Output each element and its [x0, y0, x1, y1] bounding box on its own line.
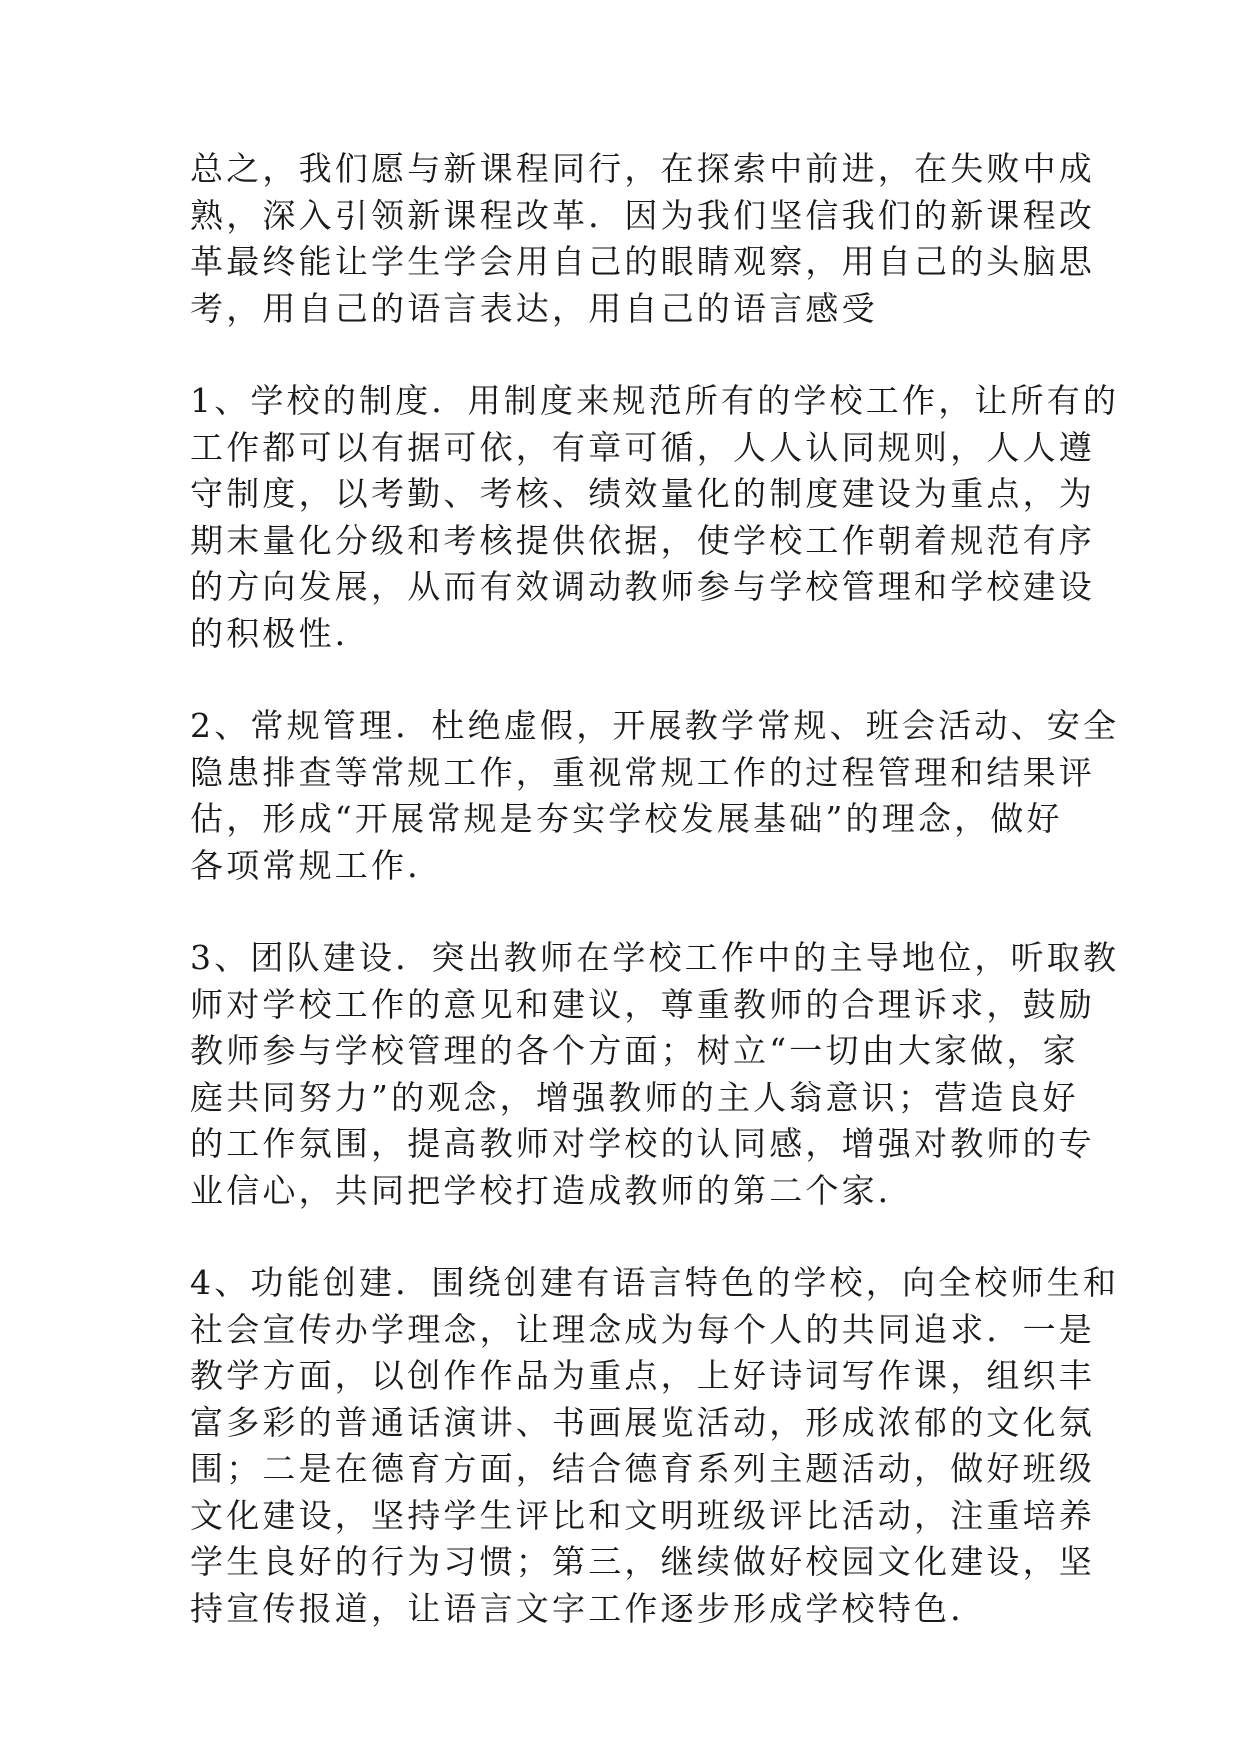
text-line: 考，用自己的语言表达，用自己的语言感受: [190, 288, 878, 328]
paragraph-routine-management: [190, 703, 1120, 889]
text-line: 期末量化分级和考核提供依据，使学校工作朝着规范有序: [190, 520, 1095, 560]
text-line: 文化建设，坚持学生评比和文明班级评比活动，注重培养: [190, 1495, 1095, 1535]
text-line: 社会宣传办学理念，让理念成为每个人的共同追求．一是: [190, 1309, 1095, 1349]
text-line: 学生良好的行为习惯；第三，继续做好校园文化建设，坚: [190, 1542, 1095, 1581]
text-line: 业信心，共同把学校打造成教师的第二个家．: [190, 1170, 914, 1210]
text-line: 总之，我们愿与新课程同行，在探索中前进，在失败中成: [190, 149, 1095, 188]
text-line: 熟，深入引领新课程改革．因为我们坚信我们的新课程改: [190, 195, 1095, 235]
paragraph-function-creation: [190, 1260, 1120, 1632]
text-line: 各项常规工作．: [190, 845, 444, 885]
text-line: 的工作氛围，提高教师对学校的认同感，增强对教师的专: [190, 1124, 1095, 1163]
text-line: 2、常规管理．杜绝虚假，开展教学常规、班会活动、安全: [190, 706, 1120, 745]
text-line: 师对学校工作的意见和建议，尊重教师的合理诉求，鼓励: [190, 984, 1095, 1024]
text-line: 估，形成“开展常规是夯实学校发展基础”的理念，做好: [190, 799, 1063, 838]
text-line: 的方向发展，从而有效调动教师参与学校管理和学校建设: [190, 567, 1095, 606]
text-line: 1、学校的制度．用制度来规范所有的学校工作，让所有的: [190, 381, 1120, 420]
text-line: 革最终能让学生学会用自己的眼睛观察，用自己的头脑思: [190, 242, 1095, 281]
text-line: 工作都可以有据可依，有章可循，人人认同规则，人人遵: [190, 427, 1095, 467]
text-line: 4、功能创建．围绕创建有语言特色的学校，向全校师生和: [190, 1263, 1120, 1302]
paragraph-team-building: [190, 935, 1120, 1214]
text-line: 富多彩的普通话演讲、书画展览活动，形成浓郁的文化氛: [190, 1402, 1095, 1442]
text-line: 的积极性．: [190, 613, 371, 653]
text-line: 围；二是在德育方面，结合德育系列主题活动，做好班级: [190, 1449, 1095, 1488]
text-line: 教学方面，以创作作品为重点，上好诗词写作课，组织丰: [190, 1356, 1095, 1395]
text-line: 教师参与学校管理的各个方面；树立“一切由大家做，家: [190, 1031, 1079, 1070]
paragraph-school-system: [190, 378, 1120, 657]
text-line: 3、团队建设．突出教师在学校工作中的主导地位，听取教: [190, 938, 1120, 977]
text-line: 隐患排查等常规工作，重视常规工作的过程管理和结果评: [190, 752, 1095, 792]
paragraph-summary: [190, 146, 1095, 332]
text-line: 守制度，以考勤、考核、绩效量化的制度建设为重点，为: [190, 474, 1095, 513]
text-line: 庭共同努力”的观念，增强教师的主人翁意识；营造良好: [190, 1077, 1079, 1117]
document-page: [190, 146, 1120, 1678]
text-line: 持宣传报道，让语言文字工作逐步形成学校特色．: [190, 1588, 987, 1628]
